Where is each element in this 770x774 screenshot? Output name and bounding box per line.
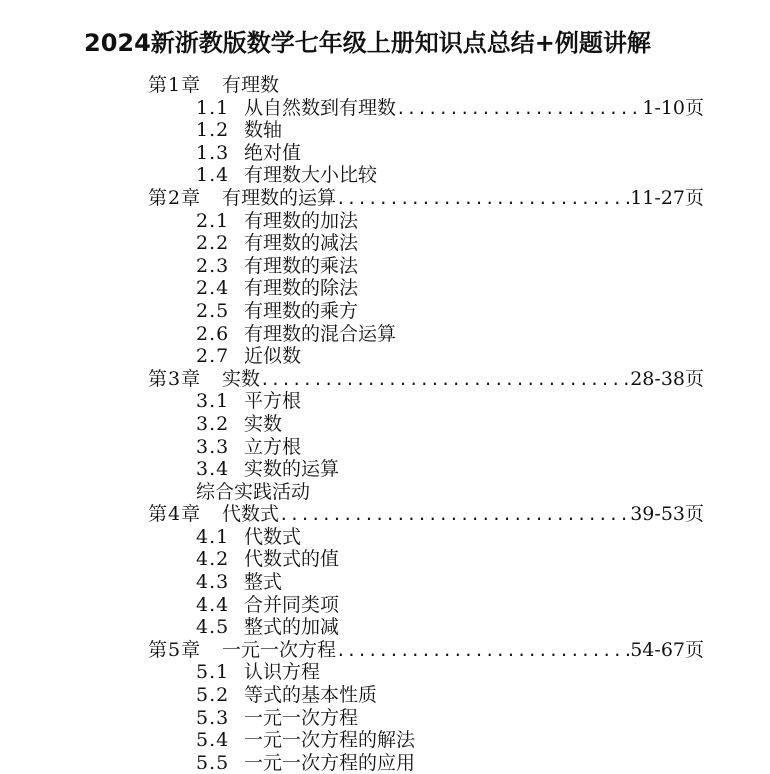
section-title: 绝对值 (244, 141, 302, 164)
toc-section-row (0, 571, 770, 594)
section-number: 1.3 (196, 141, 230, 164)
toc-section-row (0, 661, 770, 684)
section-title: 一元一次方程的应用 (244, 751, 416, 774)
section-number: 4.1 (196, 525, 230, 548)
section-title: 代数式的值 (244, 548, 340, 571)
chapter-title: 代数式 (222, 503, 280, 526)
section-number: 3.1 (196, 390, 230, 413)
dot-leader (260, 369, 630, 392)
page-range: 1-10页 (642, 96, 704, 119)
section-title: 有理数的乘法 (244, 254, 359, 277)
toc-section-row (0, 277, 770, 300)
chapter-number: 第3章 (148, 367, 202, 390)
toc-section-row (0, 684, 770, 707)
toc-chapter-row (0, 187, 770, 210)
toc-section-row (0, 707, 770, 730)
section-number: 4.4 (196, 593, 230, 616)
section-title: 有理数的乘方 (244, 299, 359, 322)
dot-leader (336, 640, 630, 663)
section-number: 1.2 (196, 119, 230, 142)
section-title: 从自然数到有理数 (244, 96, 397, 119)
section-number: 5.2 (196, 684, 230, 707)
toc-section-row (0, 413, 770, 436)
chapter-number: 第4章 (148, 503, 202, 526)
toc-section-row (0, 594, 770, 617)
section-number: 2.5 (196, 299, 230, 322)
section-title: 平方根 (244, 390, 302, 413)
page-range: 54-67页 (630, 638, 704, 661)
chapter-title: 实数 (222, 367, 261, 390)
toc-section-row (0, 616, 770, 639)
section-number: 2.4 (196, 277, 230, 300)
toc-section-row (0, 300, 770, 323)
chapter-title: 有理数的运算 (222, 186, 337, 209)
toc-section-row (0, 210, 770, 233)
section-title: 整式的加减 (244, 616, 340, 639)
chapter-number: 第2章 (148, 186, 202, 209)
section-number: 5.5 (196, 751, 230, 774)
section-number: 2.6 (196, 322, 230, 345)
toc-section-row (0, 255, 770, 278)
toc-section-row (0, 458, 770, 481)
section-number: 5.1 (196, 661, 230, 684)
section-title: 有理数大小比较 (244, 164, 378, 187)
section-number: 5.3 (196, 706, 230, 729)
chapter-title: 一元一次方程 (222, 638, 337, 661)
toc-section-row (0, 436, 770, 459)
section-title: 合并同类项 (244, 593, 340, 616)
section-number: 2.1 (196, 209, 230, 232)
dot-leader (396, 98, 642, 121)
section-title: 整式 (244, 571, 283, 594)
toc-section-row (0, 142, 770, 165)
section-title: 实数的运算 (244, 458, 340, 481)
toc-chapter-row (0, 639, 770, 662)
section-number: 4.2 (196, 548, 230, 571)
toc-section-row (0, 97, 770, 120)
toc-section-row (0, 548, 770, 571)
extra-title: 综合实践活动 (196, 480, 311, 503)
section-number: 2.7 (196, 345, 230, 368)
page-range: 39-53页 (630, 503, 704, 526)
chapter-number: 第1章 (148, 74, 202, 96)
section-title: 代数式 (244, 525, 302, 548)
section-title: 有理数的除法 (244, 277, 359, 300)
toc-section-row (0, 323, 770, 346)
section-number: 2.3 (196, 254, 230, 277)
section-number: 1.4 (196, 164, 230, 187)
dot-leader (279, 504, 630, 527)
section-title: 一元一次方程的解法 (244, 729, 416, 752)
section-number: 3.2 (196, 412, 230, 435)
toc-section-row (0, 390, 770, 413)
chapter-title: 有理数 (222, 74, 280, 96)
section-number: 4.3 (196, 571, 230, 594)
toc-chapter-row (0, 368, 770, 391)
section-number: 1.1 (196, 96, 230, 119)
toc-section-row (0, 119, 770, 142)
dot-leader (336, 188, 630, 211)
section-title: 实数 (244, 412, 283, 435)
chapter-number: 第5章 (148, 638, 202, 661)
toc-section-row (0, 345, 770, 368)
section-title: 有理数的混合运算 (244, 322, 397, 345)
toc-section-row (0, 729, 770, 752)
section-title: 等式的基本性质 (244, 684, 378, 707)
section-number: 3.3 (196, 435, 230, 458)
toc-chapter-row (0, 503, 770, 526)
toc-chapter-row (0, 74, 770, 97)
section-title: 有理数的加法 (244, 209, 359, 232)
section-title: 认识方程 (244, 661, 321, 684)
section-title: 立方根 (244, 435, 302, 458)
page-range: 11-27页 (630, 186, 704, 209)
section-title: 有理数的减法 (244, 232, 359, 255)
toc-section-row (0, 164, 770, 187)
section-title: 近似数 (244, 345, 302, 368)
section-number: 5.4 (196, 729, 230, 752)
toc-section-row (0, 752, 770, 774)
section-title: 数轴 (244, 119, 283, 142)
toc-section-row (0, 232, 770, 255)
section-number: 4.5 (196, 616, 230, 639)
section-number: 2.2 (196, 232, 230, 255)
table-of-contents (0, 74, 770, 774)
toc-section-row (0, 481, 770, 504)
document-title: 2024新浙教版数学七年级上册知识点总结+例题讲解 (84, 29, 651, 57)
toc-section-row (0, 526, 770, 549)
section-number: 3.4 (196, 458, 230, 481)
page-range: 28-38页 (630, 367, 704, 390)
section-title: 一元一次方程 (244, 706, 359, 729)
